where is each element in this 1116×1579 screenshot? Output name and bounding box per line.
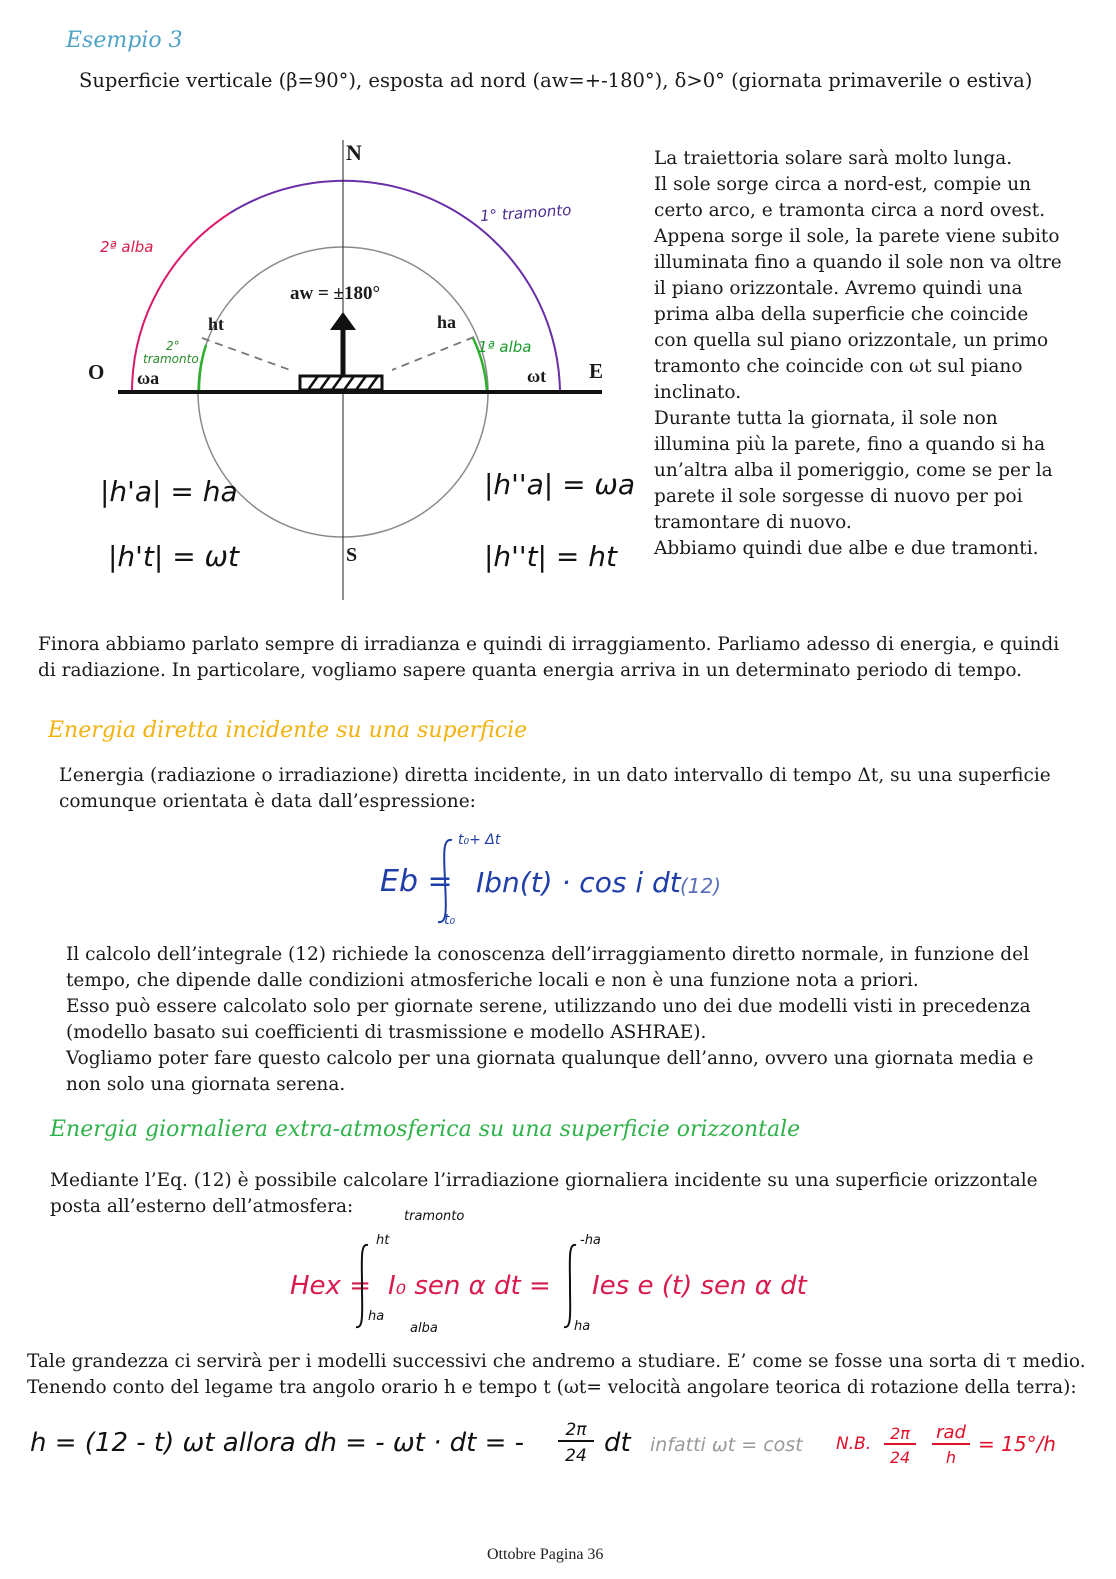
label-first-sunrise: 1ª alba xyxy=(478,338,532,356)
formula-hour-nb-num: 2π xyxy=(884,1424,916,1445)
formula-hex-upper2: -ha xyxy=(580,1233,601,1248)
paragraph-hour-angle: Tenendo conto del legame tra angolo orario h e tempo t (ωt= velocità angolare teorica di rotazione della terra): xyxy=(27,1377,1077,1398)
formula-hex-note-bottom: alba xyxy=(410,1321,438,1336)
heading-direct-energy: Energia diretta incidente su una superficie xyxy=(48,718,528,743)
label-second-sunset-a: 2° xyxy=(166,339,180,353)
label-first-sunset: 1° tramonto xyxy=(479,200,572,226)
formula-eb-body: Ibn(t) · cos i dt xyxy=(476,866,681,899)
page-footer: Ottobre Pagina 36 xyxy=(487,1546,604,1563)
formula-hex-note-top: tramonto xyxy=(404,1209,465,1224)
formula-hour-nb-result: = 15°/h xyxy=(978,1432,1056,1456)
formula-hour-nb-unit-num: rad xyxy=(932,1422,970,1445)
formula-eb-lower: t₀ xyxy=(444,912,456,928)
side-line-5: Abbiamo quindi due albe e due tramonti. xyxy=(654,538,1039,559)
formula-eb xyxy=(380,832,740,932)
formula-hour-frac-den: 24 xyxy=(565,1446,587,1466)
arc-omega-a xyxy=(199,345,206,392)
formula-eb-lhs: Eb = xyxy=(380,864,453,899)
handwritten-eq4: |h''t| = ht xyxy=(484,540,617,573)
arrow-head xyxy=(330,312,356,330)
label-south: S xyxy=(346,544,358,566)
side-line-3: Appena sorge il sole, la parete viene subito illuminata fino a quando il sole non va oltre il piano orizzontale. Avremo quindi una prima alba della superficie che coincide con quella sul piano orizzontale, un primo tramonto che coincide con ωt sul piano inclinato. xyxy=(654,226,1062,403)
side-line-2: Il sole sorge circa a nord-est, compie un certo arco, e tramonta circa a nord ovest. xyxy=(654,174,1046,221)
integral-line-2: Esso può essere calcolato solo per giornate serene, utilizzando uno dei due modelli visti in precedenza (modello basato sui coefficienti di trasmissione e modello ASHRAE). xyxy=(66,996,1031,1043)
integral-sign-2 xyxy=(560,1241,582,1331)
side-line-1: La traiettoria solare sarà molto lunga. xyxy=(654,148,1013,169)
label-north: N xyxy=(346,140,362,165)
dashed-ha xyxy=(392,337,474,370)
formula-hour-dt: dt xyxy=(604,1428,631,1458)
formula-eb-upper: t₀+ Δt xyxy=(458,832,501,848)
handwritten-eq1: |h'a| = ha xyxy=(100,475,238,508)
formula-hex-lower2: ha xyxy=(574,1319,591,1334)
formula-hex-lhs: Hex = xyxy=(290,1271,371,1301)
formula-hour-part1: h = (12 - t) ωt allora dh = - ωt · dt = - xyxy=(30,1428,525,1458)
paragraph-integral xyxy=(66,942,1066,1098)
label-ht: ht xyxy=(208,314,225,334)
label-east: E xyxy=(589,359,604,383)
formula-hour xyxy=(30,1420,1090,1490)
formula-hex xyxy=(290,1205,830,1345)
formula-hour-nb: N.B. xyxy=(836,1434,872,1454)
paragraph-tau: Tale grandezza ci servirà per i modelli successivi che andremo a studiare. E’ come se fosse una sorta di τ medio. xyxy=(27,1351,1086,1372)
label-ha: ha xyxy=(437,312,457,332)
heading-extra-atmospheric: Energia giornaliera extra-atmosferica su una superficie orizzontale xyxy=(50,1117,801,1142)
paragraph-direct-energy: L’energia (radiazione o irradiazione) diretta incidente, in un dato intervallo di tempo Δt, su una superficie comunque orientata è data dall’espressione: xyxy=(59,765,1051,812)
label-omega-t: ωt xyxy=(527,366,547,386)
paragraph-extra-atmospheric: Mediante l’Eq. (12) è possibile calcolare l’irradiazione giornaliera incidente su una superficie orizzontale posta all’esterno dell’atmosfera: xyxy=(50,1170,1038,1217)
label-second-sunrise: 2ª alba xyxy=(100,238,154,256)
handwritten-eq2: |h't| = ωt xyxy=(108,540,239,573)
dashed-ht xyxy=(202,338,290,370)
paragraph-energy: Finora abbiamo parlato sempre di irradianza e quindi di irraggiamento. Parliamo adesso di energia, e quindi di radiazione. In particolare, vogliamo sapere quanta energia arriva in un determinato periodo di tempo. xyxy=(38,634,1060,681)
integral-line-1: Il calcolo dell’integrale (12) richiede la conoscenza dell’irraggiamento diretto normale, in funzione del tempo, che dipende dalle condizioni atmosferiche locali e non è una funzione nota a priori. xyxy=(66,944,1030,991)
formula-hex-body2: Ies e (t) sen α dt xyxy=(592,1271,807,1301)
formula-hex-lower1: ha xyxy=(368,1309,385,1324)
label-second-sunset-b: tramonto xyxy=(143,352,199,366)
label-west: O xyxy=(88,360,105,384)
example-subtitle: Superficie verticale (β=90°), esposta ad nord (aw=+-180°), δ>0° (giornata primaverile o estiva) xyxy=(79,69,1033,92)
formula-hex-upper1: ht xyxy=(376,1233,390,1248)
formula-hour-note: infatti ωt = cost xyxy=(650,1434,803,1456)
formula-eb-number: (12) xyxy=(680,874,722,898)
formula-hour-nb-unit-den: h xyxy=(945,1448,957,1467)
side-explanation xyxy=(654,146,1066,562)
formula-hour-nb-den: 24 xyxy=(889,1448,911,1467)
formula-hour-frac-num: 2π xyxy=(558,1420,594,1442)
integral-line-3: Vogliamo poter fare questo calcolo per una giornata qualunque dell’anno, ovvero una giornata media e non solo una giornata serena. xyxy=(66,1048,1034,1095)
side-line-4: Durante tutta la giornata, il sole non illumina più la parete, fino a quando si ha un’altra alba il pomeriggio, come se per la parete il sole sorgesse di nuovo per poi tramontare di nuovo. xyxy=(654,408,1053,533)
handwritten-eq3: |h''a| = ωa xyxy=(484,468,636,501)
example-title: Esempio 3 xyxy=(66,28,183,53)
label-azimuth: aw = ±180° xyxy=(290,283,381,304)
label-omega-a: ωa xyxy=(137,368,160,388)
formula-hex-body1: I₀ sen α dt = xyxy=(388,1271,551,1301)
